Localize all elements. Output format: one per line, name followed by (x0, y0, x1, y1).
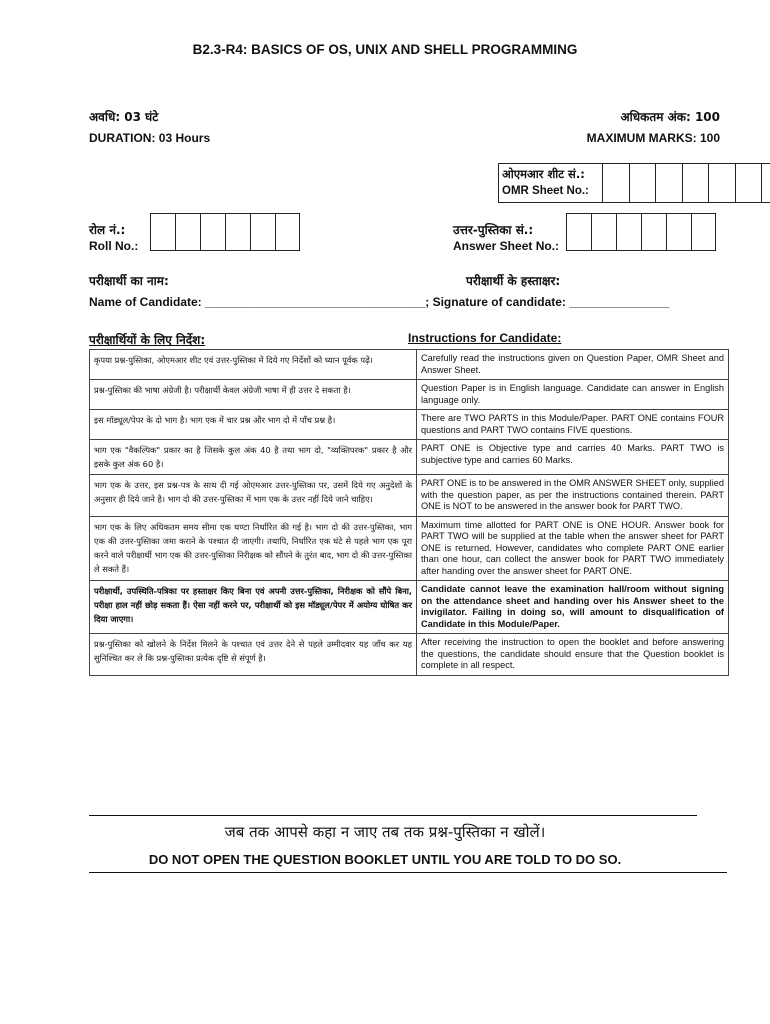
max-marks-english: MAXIMUM MARKS: 100 (586, 131, 720, 145)
max-marks-hindi: अधिकतम अंक: 100 (620, 110, 720, 124)
instruction-hindi-cell: इस मॉड्यूल/पेपर के दो भाग है। भाग एक में चार प्रश्न और भाग दो में पाँच प्रश्न है। (90, 410, 417, 440)
answer-sheet-label-english: Answer Sheet No.: (453, 239, 560, 253)
roll-digit-cell[interactable] (200, 213, 225, 251)
separator-line-top (89, 815, 697, 816)
omr-digit-cell[interactable] (709, 164, 736, 202)
answer-sheet-digit-cell[interactable] (616, 213, 641, 251)
instruction-english-cell: There are TWO PARTS in this Module/Paper. PART ONE contains FOUR questions and PART TWO contains FIVE questions. (417, 410, 729, 440)
omr-digit-cell[interactable] (762, 164, 770, 202)
roll-digit-cell[interactable] (175, 213, 200, 251)
roll-digit-cell[interactable] (275, 213, 300, 251)
omr-sheet-label (499, 164, 603, 202)
instruction-english-cell: PART ONE is to be answered in the OMR ANSWER SHEET only, supplied with the question paper, as per the instructions contained therein. PART ONE is NOT to be answered in the answer book for PART TWO. (417, 475, 729, 517)
instruction-english-cell: Maximum time allotted for PART ONE is ONE HOUR. Answer book for PART TWO will be supplied at the table when the answer sheet for PART ONE is returned. However, candidates who complete PART ONE earlier than one hour, can collect the answer book for PART TWO immediately after handing over the answer sheet for PART ONE. (417, 516, 729, 581)
omr-digit-cell[interactable] (656, 164, 683, 202)
omr-digit-cell[interactable] (736, 164, 763, 202)
candidate-signature-label-hindi: परीक्षार्थी के हस्ताक्षर: (466, 274, 561, 288)
table-row (90, 516, 729, 581)
candidate-name-label-hindi: परीक्षार्थी का नाम: (89, 274, 169, 288)
answer-sheet-digit-cell[interactable] (641, 213, 666, 251)
omr-digit-cell[interactable] (603, 164, 630, 202)
instruction-english-cell: Candidate cannot leave the examination hall/room without signing on the attendance sheet and handing over his Answer sheet to the invigilator. Failing in doing so, will amount to disqualification of Candidate in this Module/Paper. (417, 581, 729, 634)
answer-sheet-digit-cell[interactable] (666, 213, 691, 251)
table-row (90, 475, 729, 517)
instruction-hindi-cell: परीक्षार्थी, उपस्थिति-पत्रिका पर हस्ताक्षर किए बिना एवं अपनी उत्तर-पुस्तिका, निरीक्षक को सौंपे बिना, परीक्षा हाल नहीं छोड़ सकता हैं। ऐसा नहीं करने पर, परीक्षार्थी को इस मॉड्यूल/पेपर में अयोग्य घोषित कर दिया जाएगा। (90, 581, 417, 634)
instruction-english-cell: After receiving the instruction to open the booklet and before answering the questions, the candidate should ensure that the Question booklet is complete in all respect. (417, 634, 729, 676)
footer-warning-hindi: जब तक आपसे कहा न जाए तब तक प्रश्न-पुस्तिका न खोलें। (224, 823, 546, 841)
instructions-table (89, 349, 729, 676)
answer-sheet-digit-cell[interactable] (591, 213, 616, 251)
separator-line-bottom (89, 872, 727, 873)
instruction-english-cell: PART ONE is Objective type and carries 40 Marks. PART TWO is subjective type and carries 60 Marks. (417, 440, 729, 475)
omr-digit-cell[interactable] (683, 164, 710, 202)
roll-digit-cell[interactable] (225, 213, 250, 251)
omr-label-hindi: ओएमआर शीट सं.: (502, 167, 585, 181)
duration-english: DURATION: 03 Hours (89, 131, 211, 145)
instructions-heading-english: Instructions for Candidate: (408, 331, 562, 345)
roll-digit-cell[interactable] (150, 213, 175, 251)
name-signature-line[interactable]: Name of Candidate: _________________________________; Signature of candidate: _______________ (89, 295, 670, 309)
roll-number-boxes[interactable] (150, 213, 300, 251)
instruction-hindi-cell: कृपया प्रश्न-पुस्तिका, ओएमआर शीट एवं उत्तर-पुस्तिका में दिये गए निर्देशों को ध्यान पूर्वक पढ़ें। (90, 350, 417, 380)
table-row (90, 410, 729, 440)
instructions-table-body (90, 350, 729, 676)
footer-warning-english: DO NOT OPEN THE QUESTION BOOKLET UNTIL YOU ARE TOLD TO DO SO. (148, 852, 622, 867)
roll-digit-cell[interactable] (250, 213, 275, 251)
instruction-hindi-cell: भाग एक "वैकल्पिक" प्रकार का है जिसके कुल अंक 40 है तथा भाग दो, "व्यक्तिपरक" प्रकार है और इसके कुल अंक 60 है। (90, 440, 417, 475)
table-row (90, 581, 729, 634)
omr-digit-cell[interactable] (630, 164, 657, 202)
instructions-heading-hindi: परीक्षार्थियों के लिए निर्देश: (89, 333, 206, 347)
answer-sheet-number-boxes[interactable] (566, 213, 716, 251)
instruction-english-cell: Carefully read the instructions given on Question Paper, OMR Sheet and Answer Sheet. (417, 350, 729, 380)
instruction-hindi-cell: भाग एक के लिए अधिकतम समय सीमा एक घण्टा निर्धारित की गई है। भाग दो की उत्तर-पुस्तिका, भाग एक की उत्तर-पुस्तिका जमा कराने के पश्चात दी जाएगी। तथापि, निर्धारित एक घंटे से पहले भाग एक पूरा करने वाले परीक्षार्थी भाग एक की उत्तर-पुस्तिका निरीक्षक को सौंपने के तुरंत बाद, भाग दो की उत्तर-पुस्तिका ले सकते हैं। (90, 516, 417, 581)
roll-number-label-hindi: रोल नं.: (89, 223, 126, 237)
instruction-hindi-cell: भाग एक के उत्तर, इस प्रश्न-पत्र के साथ दी गई ओएमआर उत्तर-पुस्तिका पर, उसमें दिये गए अनुदेशों के अनुसार ही दिये जाने है। भाग दो की उत्तर-पुस्तिका में भाग एक के उत्तर नहीं दिये जाने चाहिए। (90, 475, 417, 517)
answer-sheet-digit-cell[interactable] (691, 213, 716, 251)
instruction-hindi-cell: प्रश्न-पुस्तिका की भाषा अंग्रेजी है। परीक्षार्थी केवल अंग्रेजी भाषा में ही उत्तर दे सकता है। (90, 380, 417, 410)
answer-sheet-label-hindi: उत्तर-पुस्तिका सं.: (453, 223, 534, 237)
table-row (90, 380, 729, 410)
omr-sheet-number-box[interactable] (498, 163, 770, 203)
instruction-english-cell: Question Paper is in English language. Candidate can answer in English language only. (417, 380, 729, 410)
duration-hindi: अवधि: 03 घंटे (89, 110, 159, 124)
roll-number-label-english: Roll No.: (89, 239, 139, 253)
table-row (90, 350, 729, 380)
page-title: B2.3-R4: BASICS OF OS, UNIX AND SHELL PROGRAMMING (192, 42, 578, 57)
instruction-hindi-cell: प्रश्न-पुस्तिका को खोलने के निर्देश मिलने के पश्चात एवं उत्तर देने से पहले उम्मीदवार यह जाँच कर यह सुनिश्चित कर ले कि प्रश्न-पुस्तिका प्रत्येक दृष्टि से संपूर्ण है। (90, 634, 417, 676)
answer-sheet-digit-cell[interactable] (566, 213, 591, 251)
table-row (90, 440, 729, 475)
table-row (90, 634, 729, 676)
omr-label-english: OMR Sheet No.: (502, 185, 589, 197)
